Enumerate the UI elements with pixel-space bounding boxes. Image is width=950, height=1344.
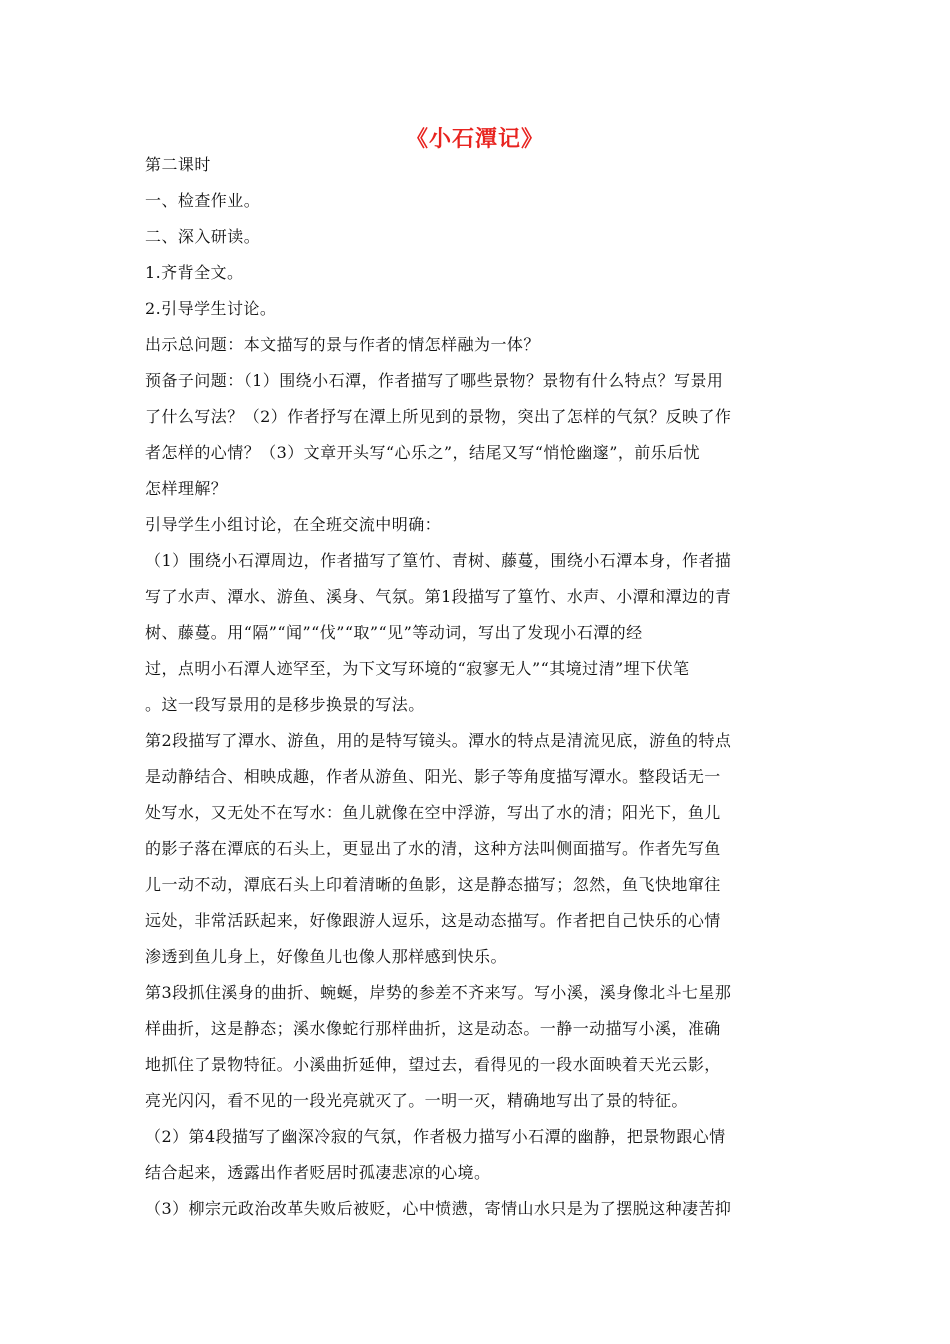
text-line: 写了水声、潭水、游鱼、溪身、气氛。第1段描写了篁竹、水声、小潭和潭边的青 [145, 587, 732, 606]
text-line: 地抓住了景物特征。小溪曲折延伸，望过去，看得见的一段水面映着天光云影， [145, 1055, 721, 1074]
document-title: 《小石潭记》 [405, 126, 544, 152]
text-line: 的影子落在潭底的石头上，更显出了水的清，这种方法叫侧面描写。作者先写鱼 [145, 839, 721, 858]
text-line: 儿一动不动，潭底石头上印着清晰的鱼影，这是静态描写；忽然，鱼飞快地窜往 [145, 875, 721, 894]
text-line: 1.齐背全文。 [145, 263, 244, 282]
document-body [145, 147, 755, 1227]
text-line: 样曲折，这是静态；溪水像蛇行那样曲折，这是动态。一静一动描写小溪，准确 [145, 1019, 721, 1038]
text-line: 渗透到鱼儿身上，好像鱼儿也像人那样感到快乐。 [145, 947, 507, 966]
text-line: 引导学生小组讨论，在全班交流中明确： [145, 515, 442, 534]
text-line: 2.引导学生讨论。 [145, 299, 277, 318]
text-line: 过，点明小石潭人迹罕至，为下文写环境的“寂寥无人”“其境过清”埋下伏笔 [145, 659, 690, 678]
text-line: 结合起来，透露出作者贬居时孤凄悲凉的心境。 [145, 1163, 491, 1182]
text-line: 出示总问题：本文描写的景与作者的情怎样融为一体？ [145, 335, 540, 354]
text-line: 是动静结合、相映成趣，作者从游鱼、阳光、影子等角度描写潭水。整段话无一 [145, 767, 721, 786]
text-line: 一、检查作业。 [145, 191, 261, 210]
text-line: 处写水，又无处不在写水：鱼儿就像在空中浮游，写出了水的清；阳光下，鱼儿 [145, 803, 721, 822]
text-line: 亮光闪闪，看不见的一段光亮就灭了。一明一灭，精确地写出了景的特征。 [145, 1091, 688, 1110]
text-line: 第二课时 [145, 155, 211, 174]
text-line: 树、藤蔓。用“隔”“闻”“伐”“取”“见”等动词，写出了发现小石潭的经 [145, 623, 643, 642]
text-line: 预备子问题：（1）围绕小石潭，作者描写了哪些景物？景物有什么特点？写景用 [145, 371, 724, 390]
text-line: （1）围绕小石潭周边，作者描写了篁竹、青树、藤蔓，围绕小石潭本身，作者描 [145, 551, 732, 570]
text-line: 怎样理解？ [145, 479, 228, 498]
text-line: 第3段抓住溪身的曲折、蜿蜒，岸势的参差不齐来写。写小溪，溪身像北斗七星那 [145, 983, 732, 1002]
text-line: （3）柳宗元政治改革失败后被贬，心中愤懑，寄情山水只是为了摆脱这种凄苦抑 [145, 1199, 732, 1218]
text-line: 第2段描写了潭水、游鱼，用的是特写镜头。潭水的特点是清流见底，游鱼的特点 [145, 731, 732, 750]
text-line: 。这一段写景用的是移步换景的写法。 [145, 695, 425, 714]
text-line: （2）第4段描写了幽深冷寂的气氛，作者极力描写小石潭的幽静，把景物跟心情 [145, 1127, 726, 1146]
text-line: 远处，非常活跃起来，好像跟游人逗乐，这是动态描写。作者把自己快乐的心情 [145, 911, 721, 930]
text-line: 者怎样的心情？（3）文章开头写“心乐之”，结尾又写“悄怆幽邃”，前乐后忧 [145, 443, 701, 462]
text-line: 二、深入研读。 [145, 227, 261, 246]
text-line: 了什么写法？（2）作者抒写在潭上所见到的景物，突出了怎样的气氛？反映了作 [145, 407, 732, 426]
